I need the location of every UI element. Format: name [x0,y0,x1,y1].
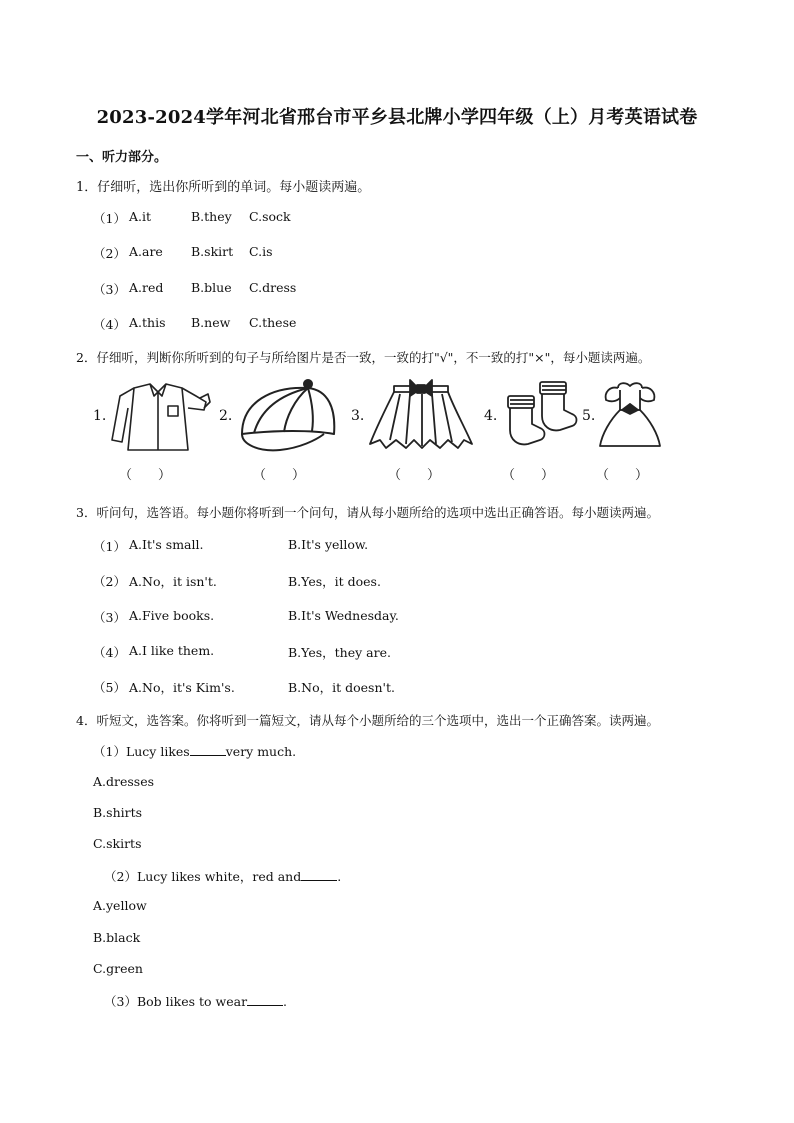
q4-sentence-2 [104,867,341,885]
q1-option-c: C.dress [249,280,297,295]
answer-blank: （ ） [502,468,555,483]
picture-number: 5. [582,408,596,424]
answer-blank: （ ） [388,468,441,483]
q3-option-b: B.No，it doesn't. [288,680,395,695]
q3-item-number: （5） [93,680,126,695]
sentence-text: . [337,869,342,884]
picture-number: 1. [93,408,107,424]
q3-option-a: A.No，it's Kim's. [129,680,235,695]
question-3-stem: 3．听问句，选答语。每小题你将听到一个问句，请从每小题所给的选项中选出正确答语。每小题读两遍。 [76,505,659,520]
sentence-text: . [283,994,288,1009]
answer-blank: （ ） [119,468,172,483]
cap-picture [232,378,340,454]
page-title: 2023-2024学年河北省邢台市平乡县北牌小学四年级（上）月考英语试卷 [96,107,698,128]
section-heading-listening: 一、听力部分。 [76,150,168,165]
sentence-text: （2）Lucy likes white，red and [104,869,302,884]
sentence-text: （1）Lucy likes [93,744,190,759]
q3-option-b: B.It's Wednesday. [288,608,399,623]
q1-option-b: B.blue [191,280,232,295]
q1-item-number: （3） [93,282,126,297]
q4-1-option-b: B.shirts [93,805,143,820]
q3-option-a: A.I like them. [129,643,215,658]
question-2-stem: 2．仔细听，判断你所听到的句子与所给图片是否一致，一致的打"√"，不一致的打"×"，每小题读两遍。 [76,350,651,365]
q3-option-b: B.It's yellow. [288,537,369,552]
dress-picture [596,378,666,452]
q1-item-number: （1） [93,211,126,226]
fill-blank[interactable] [247,995,283,1006]
q1-option-c: C.sock [249,209,291,224]
q1-item-number: （4） [93,317,126,332]
q4-sentence-3 [104,992,287,1010]
q1-option-b: B.they [191,209,232,224]
shirt-picture [104,382,212,454]
answer-blank: （ ） [253,468,306,483]
q4-1-option-a: A.dresses [93,774,155,789]
picture-number: 3. [351,408,365,424]
q1-option-a: A.it [129,209,152,224]
q4-2-option-c: C.green [93,961,143,976]
fill-blank[interactable] [301,870,337,881]
fill-blank[interactable] [190,745,226,756]
socks-picture [500,378,580,452]
q1-option-a: A.are [129,244,163,259]
q3-option-a: A.It's small. [129,537,204,552]
q3-item-number: （1） [93,539,126,554]
q3-item-number: （4） [93,645,126,660]
q3-item-number: （2） [93,574,126,589]
q1-option-c: C.these [249,315,297,330]
q4-2-option-a: A.yellow [93,898,147,913]
skirt-picture [364,378,476,452]
q1-option-a: A.red [129,280,164,295]
q4-sentence-1 [93,742,296,760]
q3-option-b: B.Yes，they are. [288,645,391,660]
q1-option-b: B.new [191,315,231,330]
q1-option-a: A.this [129,315,166,330]
q3-item-number: （3） [93,610,126,625]
sentence-text: very much. [225,744,297,759]
picture-number: 2. [219,408,233,424]
q3-option-a: A.Five books. [129,608,215,623]
q4-2-option-b: B.black [93,930,141,945]
picture-number: 4. [484,408,498,424]
question-4-stem: 4．听短文，选答案。你将听到一篇短文，请从每个小题所给的三个选项中，选出一个正确答案。读两遍。 [76,713,659,728]
q3-option-a: A.No，it isn't. [129,574,217,589]
q4-1-option-c: C.skirts [93,836,142,851]
sentence-text: （3）Bob likes to wear [104,994,248,1009]
question-1-stem: 1．仔细听，选出你所听到的单词。每小题读两遍。 [76,180,371,195]
q1-option-c: C.is [249,244,273,259]
q3-option-b: B.Yes，it does. [288,574,381,589]
answer-blank: （ ） [596,468,649,483]
q1-option-b: B.skirt [191,244,234,259]
q1-item-number: （2） [93,246,126,261]
